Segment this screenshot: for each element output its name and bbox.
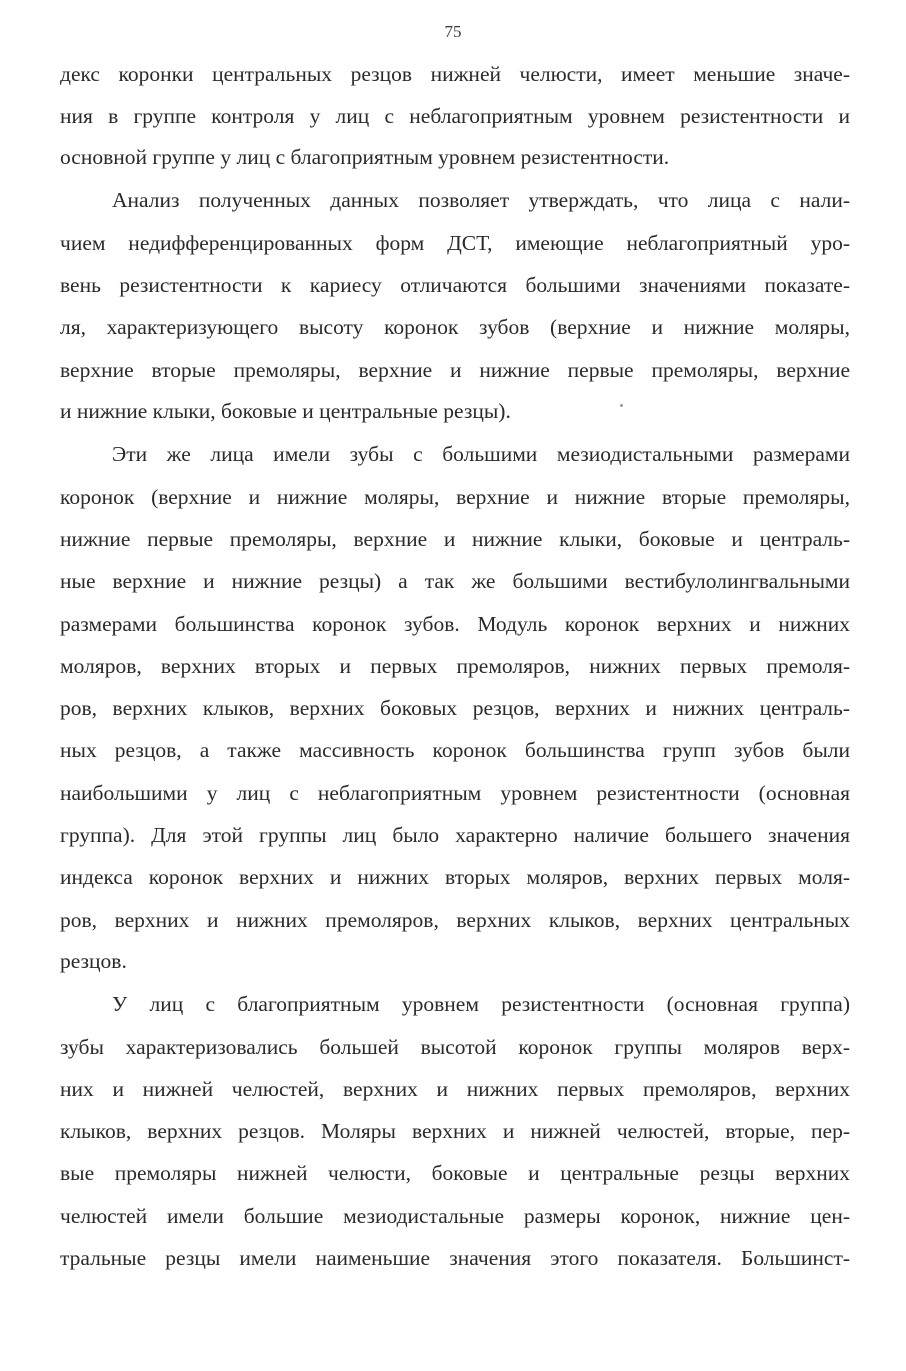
text-line: ния в группе контроля у лиц с неблагоприятным уровнем резистентности и bbox=[60, 104, 850, 128]
text-line: наибольшими у лиц с неблагоприятным уровнем резистентности (основная bbox=[60, 781, 850, 805]
text-line: декс коронки центральных резцов нижней челюсти, имеет меньшие значе- bbox=[60, 62, 850, 86]
text-line: моляров, верхних вторых и первых премоляров, нижних первых премоля- bbox=[60, 654, 850, 678]
page-number: 75 bbox=[444, 22, 462, 41]
text-line: Эти же лица имели зубы с большими мезиодистальными размерами bbox=[112, 442, 850, 466]
text-line: ров, верхних клыков, верхних боковых резцов, верхних и нижних централь- bbox=[60, 696, 850, 720]
text-line: ров, верхних и нижних премоляров, верхних клыков, верхних центральных bbox=[60, 908, 850, 932]
text-line: коронок (верхние и нижние моляры, верхние и нижние вторые премоляры, bbox=[60, 485, 850, 509]
text-line: клыков, верхних резцов. Моляры верхних и нижней челюстей, вторые, пер- bbox=[60, 1119, 850, 1143]
text-line: ных резцов, а также массивность коронок большинства групп зубов были bbox=[60, 738, 850, 762]
text-line: размерами большинства коронок зубов. Модуль коронок верхних и нижних bbox=[60, 612, 850, 636]
text-line: ные верхние и нижние резцы) а так же большими вестибулолингвальными bbox=[60, 569, 850, 593]
text-line: вые премоляры нижней челюсти, боковые и центральные резцы верхних bbox=[60, 1161, 850, 1185]
text-line: челюстей имели большие мезиодистальные размеры коронок, нижние цен- bbox=[60, 1204, 850, 1228]
text-line: резцов. bbox=[60, 949, 127, 973]
text-line: основной группе у лиц с благоприятным уровнем резистентности. bbox=[60, 145, 670, 169]
text-line: и нижние клыки, боковые и центральные резцы). bbox=[60, 399, 511, 423]
text-line: Анализ полученных данных позволяет утверждать, что лица с нали- bbox=[112, 188, 850, 212]
scan-speck bbox=[620, 404, 623, 407]
text-line: тральные резцы имели наименьшие значения этого показателя. Большинст- bbox=[60, 1246, 850, 1270]
text-line: индекса коронок верхних и нижних вторых моляров, верхних первых моля- bbox=[60, 865, 850, 889]
text-line: них и нижней челюстей, верхних и нижних первых премоляров, верхних bbox=[60, 1077, 850, 1101]
text-line: чием недифференцированных форм ДСТ, имеющие неблагоприятный уро- bbox=[60, 231, 850, 255]
text-line: верхние вторые премоляры, верхние и нижние первые премоляры, верхние bbox=[60, 358, 850, 382]
text-line: нижние первые премоляры, верхние и нижние клыки, боковые и централь- bbox=[60, 527, 850, 551]
text-line: У лиц с благоприятным уровнем резистентности (основная группа) bbox=[112, 992, 850, 1016]
text-line: группа). Для этой группы лиц было характерно наличие большего значения bbox=[60, 823, 850, 847]
text-line: вень резистентности к кариесу отличаются большими значениями показате- bbox=[60, 273, 850, 297]
text-line: зубы характеризовались большей высотой коронок группы моляров верх- bbox=[60, 1035, 850, 1059]
text-line: ля, характеризующего высоту коронок зубов (верхние и нижние моляры, bbox=[60, 315, 850, 339]
